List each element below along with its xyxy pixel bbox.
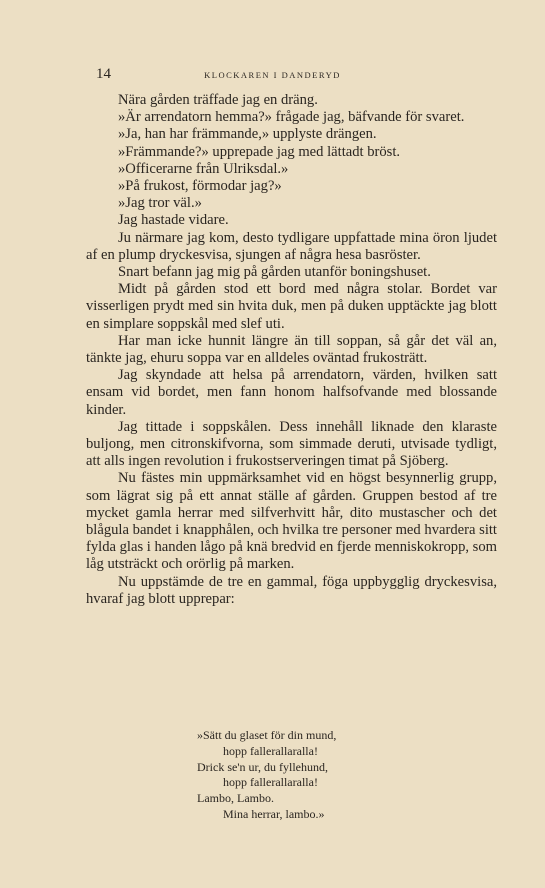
paragraph: Jag hastade vidare. — [118, 212, 229, 229]
paragraph: Har man icke hunnit längre än till soppan, så går det väl an, tänkte jag, ehuru soppa var en alldeles oväntad frukosträtt. — [86, 332, 497, 367]
poem-line: »Sätt du glaset för din mund, — [197, 728, 337, 742]
poem-line: Drick se'n ur, du fyllehund, — [197, 759, 328, 774]
paragraph: Midt på gården stod ett bord med några stolar. Bordet var visserligen prydt med sin hvita duk, men på duken upptäckte jag blott en simplare soppskål med slef uti. — [86, 281, 497, 332]
paragraph: Jag tittade i soppskålen. Dess innehåll liknade den klaraste buljong, men citronskifvorna, som simmade deruti, utvisade tydligt, att alls ingen revolution i frukostserveringen timat på Sjöberg. — [86, 418, 497, 470]
running-title: KLOCKAREN I DANDERYD — [204, 70, 341, 80]
paragraph: Nära gården träffade jag en dräng. — [118, 92, 318, 108]
body-text — [86, 92, 497, 608]
poem-line: hopp fallerallaralla! — [223, 743, 318, 758]
paragraph: »Är arrendatorn hemma?» frågade jag, bäfvande för svaret. — [118, 109, 465, 126]
paragraph: Jag skyndade att helsa på arrendatorn, värden, hvilken satt ensam vid bordet, men fann honom halfsofvande med blossande kinder. — [86, 367, 497, 418]
paragraph: »Jag tror väl.» — [118, 195, 202, 212]
paragraph: Ju närmare jag kom, desto tydligare uppfattade mina öron ljudet af en plump dryckesvisa, sjungen af några hesa basröster. — [86, 229, 497, 263]
poem-stanza — [197, 728, 336, 823]
paragraph: Snart befann jag mig på gården utanför boningshuset. — [118, 264, 431, 281]
page-number: 14 — [96, 66, 111, 82]
paragraph: Nu fästes min uppmärksamhet vid en högst besynnerlig grupp, som lägrat sig på ett annat ställe af gården. Gruppen bestod af tre mycket gamla herrar med silfverhvitt hår, dito mustascher och det blågula bandet i knapphålen, och hvilka tre personer med hvardera sitt fylda glas i handen lågo på knä bredvid en fjerde menniskokropp, som låg utsträckt och orörlig på marken. — [86, 470, 497, 573]
poem-line: Mina herrar, lambo.» — [223, 806, 325, 821]
poem-line: Lambo, Lambo. — [197, 791, 274, 806]
poem-line: hopp fallerallaralla! — [223, 775, 318, 790]
paragraph: »Officerarne från Ulriksdal.» — [118, 160, 289, 177]
paragraph: Nu uppstämde de tre en gammal, föga uppbygglig dryckesvisa, hvaraf jag blott upprepar: — [86, 573, 497, 607]
paragraph: »Främmande?» upprepade jag med lättadt bröst. — [118, 143, 401, 160]
paragraph: »På frukost, förmodar jag?» — [118, 178, 282, 195]
paragraph: »Ja, han har främmande,» upplyste drängen. — [118, 126, 377, 143]
